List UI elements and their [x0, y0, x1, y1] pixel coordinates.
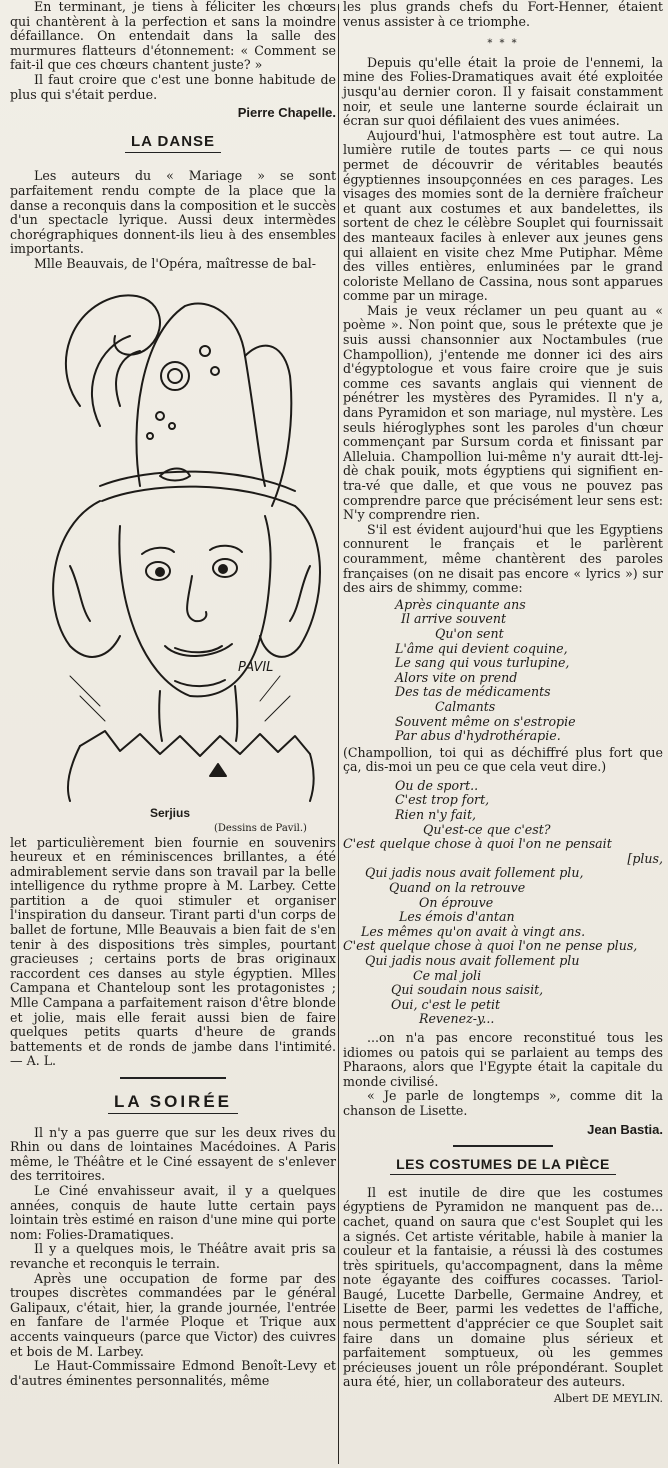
egyptiens-paragraph: S'il est évident aujourd'hui que les Egyptiens connurent le français et le parlèrent couramment, même chantèrent des paroles françaises (on ne disait pas encore « lyrics ») sur des airs de shimmy, comme: — [343, 521, 663, 596]
poem-verse-2: Ou de sport.. C'est trop fort, Rien n'y fait, Qu'est-ce que c'est? C'est quelque chose à quoi l'on ne pensait [plus, Qui jadis nous avait follement plu, Quand on la retrouve On éprouve Les émois d'antan Les mêmes qu'on avait à vingt ans. C'est quelque chose à quoi l'on ne pense plus, Qui jadis nous avait follement plu Ce mal joli Qui soudain nous saisit, Oui, c'est le petit Revenez-y... — [343, 777, 663, 1027]
soiree-paragraph-2: Le Ciné envahisseur avait, il y a quelques années, conquis de haute lutte certain pays lointain très estimé en raison d'une mine qui porte nom: Folies-Dramatiques. — [10, 1182, 336, 1242]
soiree-paragraph-3: Il y a quelques mois, le Théâtre avait pris sa revanche et reconquis le terrain. — [10, 1241, 336, 1271]
intro-paragraph-1: En terminant, je tiens à féliciter les chœurs qui chantèrent à la perfection et sans la moindre défaillance. On entendait dans la salle des murmures flatteurs d'étonnement: « Comment se fait-il que ces chœurs chantent juste? » — [10, 0, 336, 73]
serjius-illustration — [10, 276, 336, 834]
section-stars: * * * — [487, 38, 519, 50]
meylin-signature: Albert DE MEYLIN. — [553, 1392, 663, 1406]
column-divider — [338, 4, 339, 1464]
mine-paragraph: Depuis qu'elle était la proie de l'ennemi, la mine des Folies-Dramatiques avait été exploitée jusqu'au dernier coron. Il y faisait constamment noir, et seule une lanterne sourde éclairait un écran sur quoi défilaient des vues animées. — [343, 54, 663, 129]
soiree-paragraph-5: Le Haut-Commissaire Edmond Benoît-Levy et d'autres éminentes personnalités, même — [10, 1358, 336, 1388]
bastia-signature: Jean Bastia. — [587, 1121, 663, 1137]
illustration-credit: (Dessins de Pavil.) — [214, 822, 307, 834]
artist-signature: PAVIL — [238, 659, 274, 675]
costumes-heading: LES COSTUMES DE LA PIÈCE — [343, 1157, 663, 1172]
soiree-heading: LA SOIRÉE — [10, 1095, 336, 1110]
soiree-continuation: les plus grands chefs du Fort-Henner, étaient venus assister à ce triomphe. — [343, 0, 663, 29]
poeme-paragraph: Mais je veux réclamer un peu quant au « poème ». Non point que, sous le prétexte que je suis aussi chansonnier aux Noctambules (rue Champollion), j'entende me donner ici des airs d'égyptologue et vous faire croire que je suis comme ces savants anglais qui viennent de pénétrer les mystères des Pyramides. Il n'y a, dans Pyramidon et son mariage, nul mystère. Les seuls hiéroglyphes sont les paroles d'un chœur commençant par Sursum corda et finissant par Alleluia. Champollion lui-même n'y aurait dtt-lej-dè chak pouik, mots égyptiens qui signifient en-tra-vé que dalle, et que vous ne pouvez pas comprendre parce que précisément leur sens est: N'y comprendre rien. — [343, 302, 663, 523]
champollion-aside: (Champollion, toi qui as déchiffré plus fort que ça, dis-moi un peu ce que cela veut dire.) — [343, 744, 663, 775]
danse-heading: LA DANSE — [10, 135, 336, 150]
illustration-caption: Serjius — [150, 805, 191, 820]
caricature-drawing — [10, 276, 336, 806]
lisette-paragraph: « Je parle de longtemps », comme dit la chanson de Lisette. — [343, 1088, 663, 1118]
intro-paragraph-2: Il faut croire que c'est une bonne habitude de plus qui s'était perdue. — [10, 71, 336, 102]
danse-paragraph-2: Mlle Beauvais, de l'Opéra, maîtresse de bal- — [34, 255, 317, 271]
right-column — [343, 0, 663, 1407]
danse-continuation: let particulièrement bien fournie en souvenirs heureux et en réminiscences brillantes, a été admirablement servie dans son travail par la belle intelligence du rythme propre à M. Larbey. Cette partition a de quoi stimuler et organiser l'inspiration du danseur. Tirant parti d'un corps de ballet de fortune, Mlle Beauvais a bien fait de s'en tenir à des dispositions très simples, pourtant gracieuses ; certains ports de bras originaux raccordent ces danses au style égyptien. Mlles Campana et Chanteloup sont les protagonistes ; Mlle Campana a parfaitement raison d'être blonde et jolie, mais elle ferait aussi bien de faire quelques petits quarts d'heure de grands battements et de ronds de jambe dans l'intimité. — A. L. — [10, 834, 336, 1069]
costumes-divider — [343, 1141, 663, 1151]
poem-verse-1: Après cinquante ans Il arrive souvent Qu'on sent L'âme qui devient coquine, Le sang qui vous turlupine, Alors vite on prend Des tas de médicaments Calmants Souvent même on s'estropie Par abus d'hydrothérapie. — [395, 596, 576, 744]
soiree-paragraph-1: Il n'y a pas guerre que sur les deux rives du Rhin ou dans de lointaines Macédoines. A Paris même, le Théâtre et le Ciné essayent de s'enlever des territoires. — [10, 1124, 336, 1184]
costumes-paragraph: Il est inutile de dire que les costumes égyptiens de Pyramidon ne manquent pas de... cachet, quand on saura que c'est Souplet qui les a signés. Cet artiste véritable, habile à manier la couleur et la fantaisie, a réussi là des costumes très spirituels, qu'accompagnent, dans la même note égayante des coiffures cocasses. Tariol-Baugé, Lucette Darbelle, Germaine Andrey, et Lisette de Beer, parmi les vedettes de l'affiche, nous permettent d'apprécier ce que Souplet sait faire dans un domaine plus sérieux et parfaitement somptueux, où les gemmes précieuses jouent un rôle prépondérant. Souplet aura été, hier, un collaborateur des auteurs. — [343, 1184, 663, 1390]
atmosphere-paragraph: Aujourd'hui, l'atmosphère est tout autre. La lumière rutile de toutes parts — ce qui nous permet de découvrir de véritables beautés égyptiennes insoupçonnées en ces parages. Les visages des momies sont de la dernière fraîcheur et quant aux costumes et aux bandelettes, ils sortent de chez le célèbre Souplet qui fournissait des manteaux faciles à enlever aux jeunes gens qui allaient en visite chez Mme Putiphar. Même des villes entières, enluminées par le grand coloriste Mellano de Cassina, nous sont apparues comme par un mirage. — [343, 127, 663, 304]
left-column — [10, 0, 336, 1388]
idiomes-paragraph: ...on n'a pas encore reconstitué tous les idiomes ou patois qui se parlaient au temps des Pharaons, alors que l'Egypte était la capitale du monde civilisé. — [343, 1029, 663, 1089]
section-divider — [10, 1073, 336, 1083]
intro-signature: Pierre Chapelle. — [237, 105, 336, 121]
soiree-paragraph-4: Après une occupation de forme par des troupes discrètes commandées par le général Galipaux, c'était, hier, la grande journée, l'entrée en fanfare de l'armée Ploque et Trique aux accents vainqueurs (parce que Victor) des cuivres et bois de M. Larbey. — [10, 1270, 336, 1359]
danse-paragraph-1: Les auteurs du « Mariage » se sont parfaitement rendu compte de la place que la danse a reconquis dans la composition et le succès d'un spectacle lyrique. Aussi deux intermèdes chorégraphiques donnent-ils lieu à des ensembles importants. — [10, 168, 336, 257]
